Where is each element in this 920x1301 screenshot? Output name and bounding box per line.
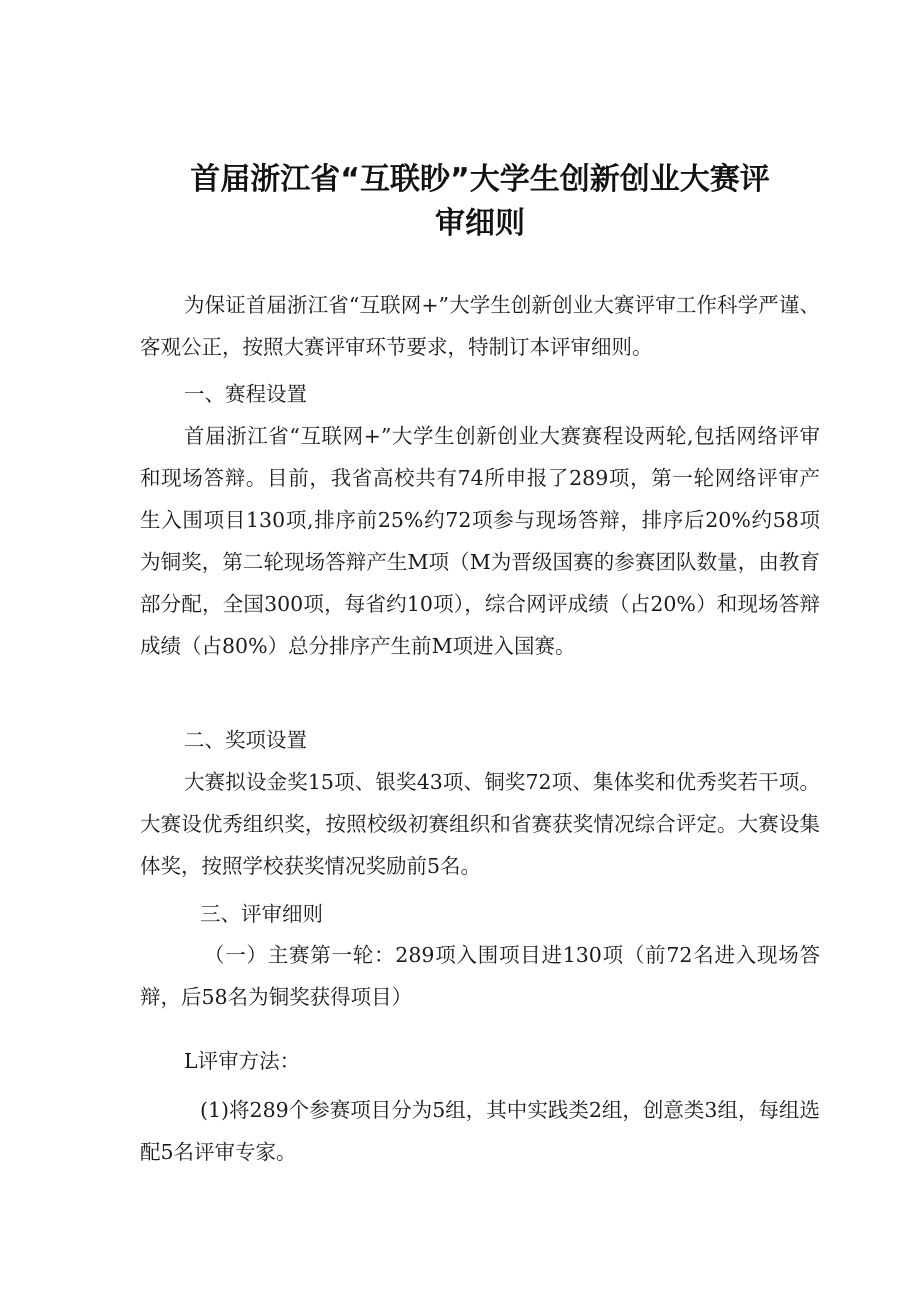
schedule-paragraph: 首届浙江省“互联网+”大学生创新创业大赛赛程设两轮,包括网络评审和现场答辩。目前，我省高校共有74所申报了289项，第一轮网络评审产生入围项目130项,排序前25%约72项参与现场答辩，排序后20%约58项为铜奖，第二轮现场答辩产生M项（M为晋级国赛的参赛团队数量，由教育部分配，全国300项，每省约10项），综合网评成绩（占20%）和现场答辩成绩（占80%）总分排序产生前M项进入国赛。 [140, 424, 820, 658]
document-title-line-2: 审细则 [435, 206, 525, 241]
first-round-paragraph: （一）主赛第一轮：289项入围项目进130项（前72名进入现场答辩，后58名为铜奖获得项目） [140, 943, 820, 1009]
section-heading-review-rules: 三、评审细则 [200, 902, 323, 926]
review-method-heading: L评审方法： [184, 1049, 301, 1073]
review-method-item-1: (1)将289个参赛项目分为5组，其中实践类2组，创意类3组，每组选配5名评审专家。 [140, 1098, 820, 1164]
section-heading-awards: 二、奖项设置 [184, 728, 307, 752]
intro-paragraph: 为保证首届浙江省“互联网+”大学生创新创业大赛评审工作科学严谨、客观公正，按照大赛评审环节要求，特制订本评审细则。 [140, 293, 820, 359]
section-heading-schedule: 一、赛程设置 [184, 382, 307, 406]
document-title-line-1: 首届浙江省“互联眇”大学生创新创业大赛评 [190, 162, 770, 197]
awards-paragraph: 大赛拟设金奖15项、银奖43项、铜奖72项、集体奖和优秀奖若干项。大赛设优秀组织奖，按照校级初赛组织和省赛获奖情况综合评定。大赛设集体奖，按照学校获奖情况奖励前5名。 [140, 770, 820, 878]
